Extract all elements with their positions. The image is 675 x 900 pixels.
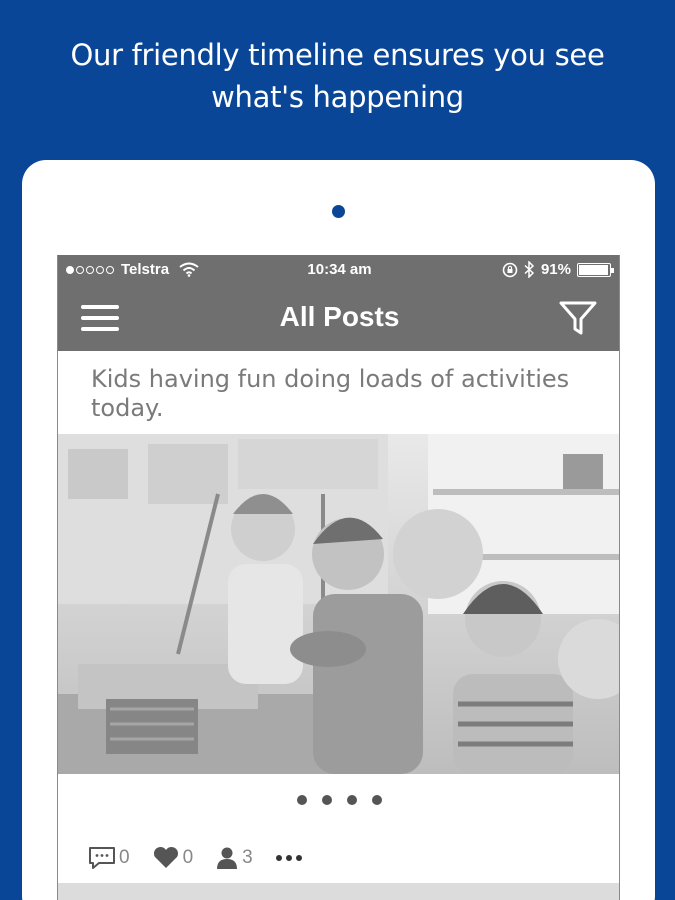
carrier-label: Telstra xyxy=(121,261,170,278)
page-title: All Posts xyxy=(279,301,400,332)
comments-button[interactable] xyxy=(88,846,130,870)
carousel-dot[interactable] xyxy=(322,795,332,805)
battery-icon xyxy=(577,263,611,277)
filter-icon[interactable] xyxy=(558,299,598,339)
more-options-button[interactable] xyxy=(275,853,303,863)
post-caption: Kids having fun doing loads of activities today. xyxy=(91,365,570,422)
image-carousel-dots xyxy=(58,795,620,805)
carousel-dot[interactable] xyxy=(297,795,307,805)
app-screen xyxy=(57,255,620,900)
post-actions xyxy=(88,844,325,872)
viewers-button[interactable] xyxy=(215,846,253,870)
bluetooth-icon xyxy=(524,261,535,278)
more-icon xyxy=(275,853,303,863)
heart-icon xyxy=(152,846,180,870)
like-button[interactable] xyxy=(152,846,194,870)
like-count: 0 xyxy=(182,847,194,868)
carousel-dot[interactable] xyxy=(372,795,382,805)
person-icon xyxy=(215,846,239,870)
headline-line-2: what's happening xyxy=(211,80,464,114)
classroom-photo-illustration xyxy=(58,434,620,774)
lock-rotation-icon xyxy=(502,262,518,278)
status-bar xyxy=(58,255,620,285)
clock: 10:34 am xyxy=(307,261,372,278)
navigation-bar xyxy=(58,285,620,351)
headline xyxy=(0,34,675,118)
next-post-separator xyxy=(58,883,620,900)
battery-fill xyxy=(579,265,608,275)
carousel-dot[interactable] xyxy=(347,795,357,805)
camera-dot xyxy=(332,205,345,218)
battery-percent: 91% xyxy=(540,261,571,278)
post-photo[interactable] xyxy=(58,434,620,774)
comment-count: 0 xyxy=(119,847,130,868)
comment-icon xyxy=(88,846,116,870)
status-right xyxy=(502,261,611,278)
headline-line-1: Our friendly timeline ensures you see xyxy=(70,38,605,72)
viewer-count: 3 xyxy=(242,847,253,868)
